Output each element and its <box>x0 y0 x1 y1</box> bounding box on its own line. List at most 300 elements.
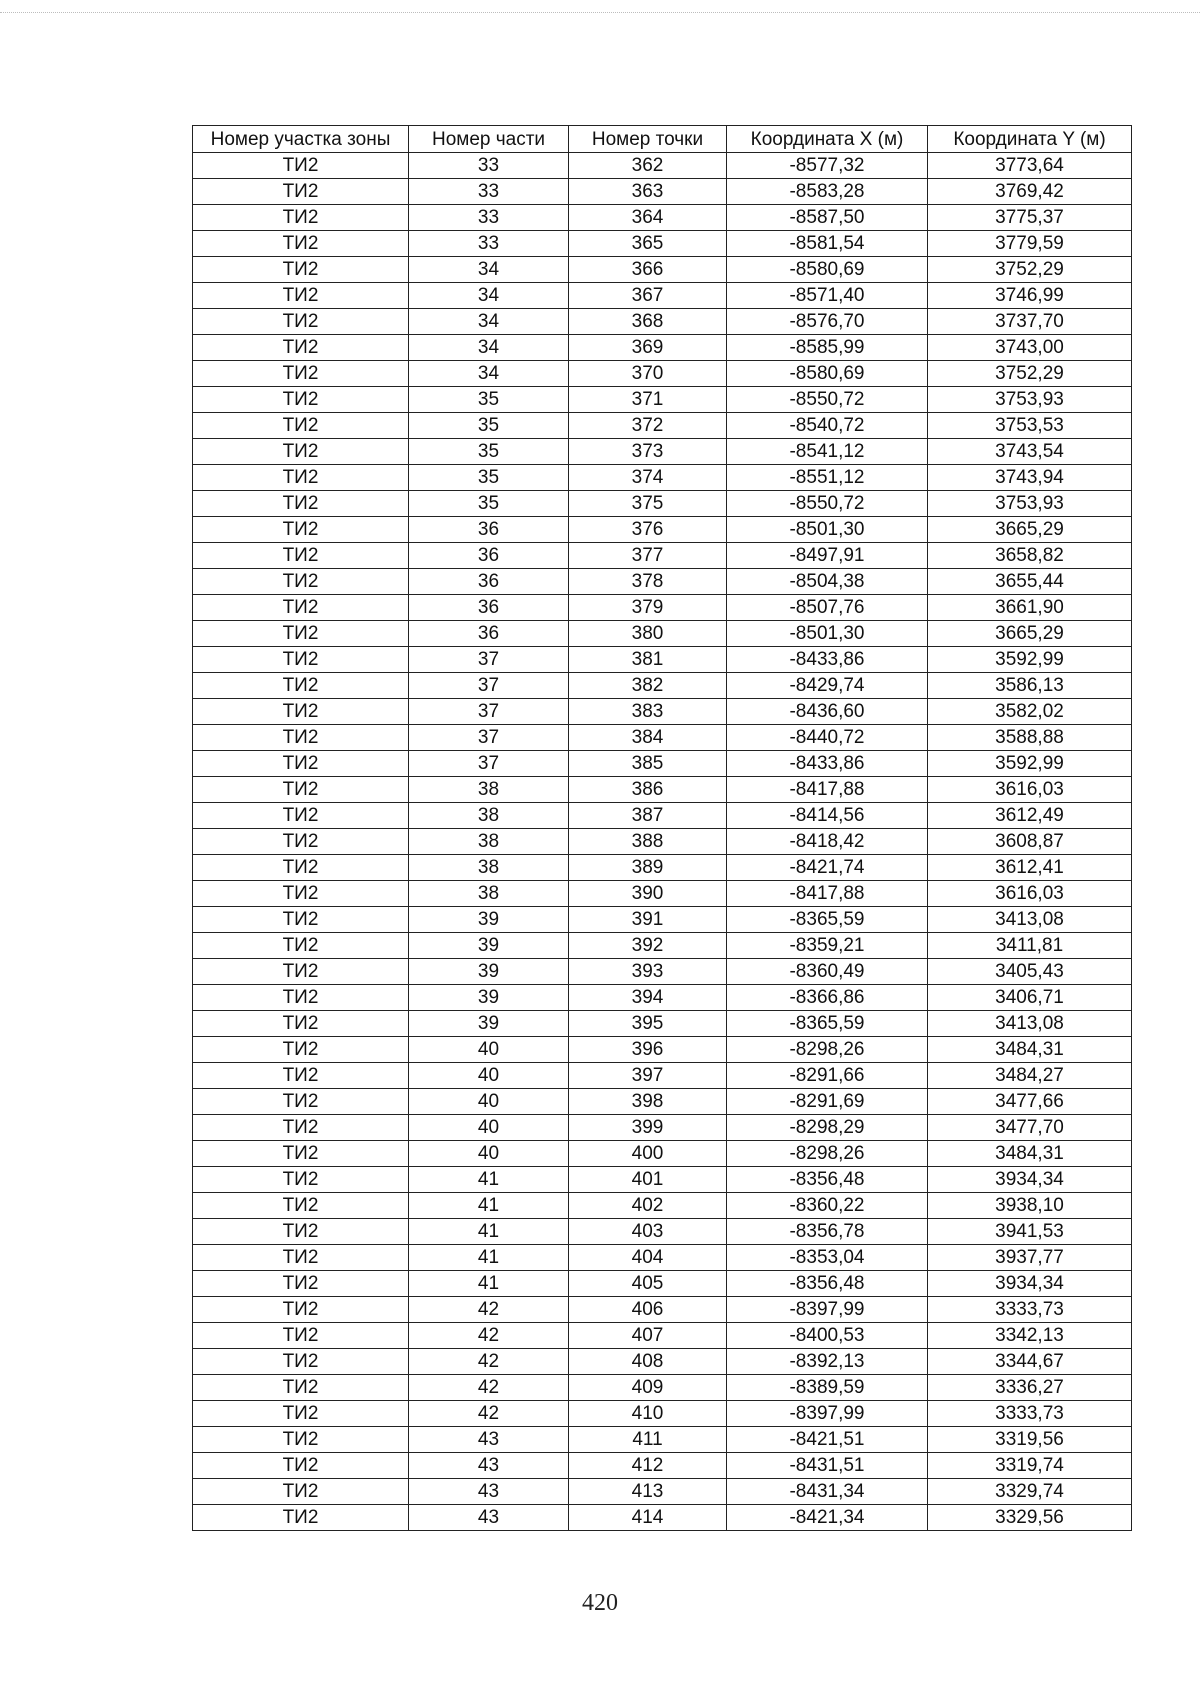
cell-point-number: 386 <box>569 777 727 803</box>
cell-coordinate-x: -8581,54 <box>727 231 928 257</box>
table-row <box>193 205 1132 231</box>
cell-zone-section: ТИ2 <box>193 1089 409 1115</box>
table-row <box>193 1115 1132 1141</box>
cell-part-number: 43 <box>409 1453 569 1479</box>
cell-coordinate-y: 3344,67 <box>928 1349 1132 1375</box>
cell-coordinate-y: 3941,53 <box>928 1219 1132 1245</box>
cell-coordinate-y: 3477,66 <box>928 1089 1132 1115</box>
cell-coordinate-x: -8431,51 <box>727 1453 928 1479</box>
cell-part-number: 36 <box>409 543 569 569</box>
cell-part-number: 40 <box>409 1115 569 1141</box>
cell-part-number: 37 <box>409 751 569 777</box>
cell-coordinate-x: -8356,48 <box>727 1271 928 1297</box>
table-row <box>193 1427 1132 1453</box>
cell-part-number: 33 <box>409 231 569 257</box>
cell-point-number: 383 <box>569 699 727 725</box>
cell-coordinate-y: 3938,10 <box>928 1193 1132 1219</box>
coordinates-table <box>192 125 1132 1531</box>
table-row <box>193 283 1132 309</box>
cell-coordinate-x: -8400,53 <box>727 1323 928 1349</box>
table-row <box>193 933 1132 959</box>
cell-zone-section: ТИ2 <box>193 1349 409 1375</box>
cell-coordinate-y: 3608,87 <box>928 829 1132 855</box>
table-row <box>193 1453 1132 1479</box>
cell-part-number: 36 <box>409 621 569 647</box>
cell-coordinate-x: -8389,59 <box>727 1375 928 1401</box>
cell-coordinate-x: -8417,88 <box>727 881 928 907</box>
cell-point-number: 377 <box>569 543 727 569</box>
cell-point-number: 406 <box>569 1297 727 1323</box>
cell-coordinate-x: -8356,78 <box>727 1219 928 1245</box>
cell-zone-section: ТИ2 <box>193 335 409 361</box>
cell-point-number: 394 <box>569 985 727 1011</box>
cell-point-number: 382 <box>569 673 727 699</box>
cell-part-number: 42 <box>409 1375 569 1401</box>
cell-coordinate-y: 3753,93 <box>928 491 1132 517</box>
cell-part-number: 34 <box>409 335 569 361</box>
cell-coordinate-y: 3336,27 <box>928 1375 1132 1401</box>
cell-coordinate-x: -8433,86 <box>727 647 928 673</box>
cell-coordinate-y: 3406,71 <box>928 985 1132 1011</box>
cell-zone-section: ТИ2 <box>193 257 409 283</box>
cell-coordinate-y: 3753,53 <box>928 413 1132 439</box>
cell-zone-section: ТИ2 <box>193 1115 409 1141</box>
cell-coordinate-x: -8365,59 <box>727 907 928 933</box>
cell-part-number: 34 <box>409 283 569 309</box>
cell-coordinate-y: 3342,13 <box>928 1323 1132 1349</box>
table-row <box>193 1297 1132 1323</box>
cell-coordinate-y: 3612,49 <box>928 803 1132 829</box>
cell-zone-section: ТИ2 <box>193 387 409 413</box>
cell-point-number: 364 <box>569 205 727 231</box>
cell-coordinate-x: -8431,34 <box>727 1479 928 1505</box>
table-row <box>193 985 1132 1011</box>
cell-part-number: 35 <box>409 491 569 517</box>
cell-part-number: 41 <box>409 1245 569 1271</box>
cell-part-number: 39 <box>409 907 569 933</box>
cell-point-number: 390 <box>569 881 727 907</box>
cell-zone-section: ТИ2 <box>193 1323 409 1349</box>
cell-zone-section: ТИ2 <box>193 205 409 231</box>
cell-coordinate-y: 3592,99 <box>928 647 1132 673</box>
cell-part-number: 37 <box>409 725 569 751</box>
cell-coordinate-x: -8360,49 <box>727 959 928 985</box>
cell-zone-section: ТИ2 <box>193 1245 409 1271</box>
page-number: 420 <box>582 1590 618 1616</box>
cell-point-number: 408 <box>569 1349 727 1375</box>
cell-point-number: 362 <box>569 153 727 179</box>
table-row <box>193 673 1132 699</box>
cell-zone-section: ТИ2 <box>193 1011 409 1037</box>
cell-coordinate-y: 3752,29 <box>928 257 1132 283</box>
cell-part-number: 35 <box>409 465 569 491</box>
cell-part-number: 38 <box>409 829 569 855</box>
cell-zone-section: ТИ2 <box>193 1141 409 1167</box>
cell-point-number: 392 <box>569 933 727 959</box>
cell-coordinate-y: 3743,94 <box>928 465 1132 491</box>
cell-zone-section: ТИ2 <box>193 647 409 673</box>
table-row <box>193 1245 1132 1271</box>
cell-part-number: 40 <box>409 1089 569 1115</box>
cell-point-number: 411 <box>569 1427 727 1453</box>
table-row <box>193 907 1132 933</box>
table-row <box>193 751 1132 777</box>
cell-coordinate-y: 3616,03 <box>928 881 1132 907</box>
cell-point-number: 409 <box>569 1375 727 1401</box>
cell-zone-section: ТИ2 <box>193 595 409 621</box>
cell-point-number: 403 <box>569 1219 727 1245</box>
cell-point-number: 370 <box>569 361 727 387</box>
cell-coordinate-x: -8298,26 <box>727 1141 928 1167</box>
cell-point-number: 384 <box>569 725 727 751</box>
table-row <box>193 1167 1132 1193</box>
cell-coordinate-y: 3937,77 <box>928 1245 1132 1271</box>
cell-coordinate-x: -8507,76 <box>727 595 928 621</box>
cell-part-number: 36 <box>409 569 569 595</box>
cell-coordinate-x: -8433,86 <box>727 751 928 777</box>
cell-zone-section: ТИ2 <box>193 803 409 829</box>
cell-coordinate-y: 3773,64 <box>928 153 1132 179</box>
cell-zone-section: ТИ2 <box>193 231 409 257</box>
cell-point-number: 402 <box>569 1193 727 1219</box>
cell-part-number: 43 <box>409 1505 569 1531</box>
cell-zone-section: ТИ2 <box>193 1219 409 1245</box>
cell-part-number: 36 <box>409 517 569 543</box>
cell-coordinate-y: 3934,34 <box>928 1271 1132 1297</box>
cell-zone-section: ТИ2 <box>193 1193 409 1219</box>
table-row <box>193 1375 1132 1401</box>
cell-part-number: 38 <box>409 777 569 803</box>
cell-coordinate-x: -8291,66 <box>727 1063 928 1089</box>
cell-coordinate-y: 3592,99 <box>928 751 1132 777</box>
cell-zone-section: ТИ2 <box>193 829 409 855</box>
cell-coordinate-y: 3753,93 <box>928 387 1132 413</box>
cell-point-number: 413 <box>569 1479 727 1505</box>
cell-zone-section: ТИ2 <box>193 1401 409 1427</box>
cell-zone-section: ТИ2 <box>193 491 409 517</box>
table-row <box>193 881 1132 907</box>
table-row <box>193 361 1132 387</box>
cell-zone-section: ТИ2 <box>193 985 409 1011</box>
cell-point-number: 385 <box>569 751 727 777</box>
cell-coordinate-x: -8397,99 <box>727 1297 928 1323</box>
table-row <box>193 517 1132 543</box>
cell-coordinate-y: 3743,54 <box>928 439 1132 465</box>
cell-coordinate-x: -8429,74 <box>727 673 928 699</box>
cell-coordinate-y: 3413,08 <box>928 907 1132 933</box>
cell-coordinate-y: 3329,74 <box>928 1479 1132 1505</box>
cell-part-number: 34 <box>409 257 569 283</box>
cell-coordinate-y: 3746,99 <box>928 283 1132 309</box>
cell-zone-section: ТИ2 <box>193 881 409 907</box>
cell-zone-section: ТИ2 <box>193 751 409 777</box>
cell-coordinate-y: 3582,02 <box>928 699 1132 725</box>
table-header <box>193 126 1132 153</box>
cell-coordinate-y: 3319,56 <box>928 1427 1132 1453</box>
table-row <box>193 647 1132 673</box>
cell-point-number: 395 <box>569 1011 727 1037</box>
cell-part-number: 41 <box>409 1219 569 1245</box>
cell-coordinate-y: 3934,34 <box>928 1167 1132 1193</box>
cell-point-number: 387 <box>569 803 727 829</box>
cell-zone-section: ТИ2 <box>193 1453 409 1479</box>
cell-point-number: 401 <box>569 1167 727 1193</box>
cell-point-number: 400 <box>569 1141 727 1167</box>
cell-coordinate-x: -8576,70 <box>727 309 928 335</box>
cell-point-number: 389 <box>569 855 727 881</box>
cell-coordinate-y: 3484,31 <box>928 1141 1132 1167</box>
cell-point-number: 366 <box>569 257 727 283</box>
cell-point-number: 404 <box>569 1245 727 1271</box>
cell-point-number: 398 <box>569 1089 727 1115</box>
table-row <box>193 1271 1132 1297</box>
cell-zone-section: ТИ2 <box>193 1167 409 1193</box>
cell-zone-section: ТИ2 <box>193 699 409 725</box>
cell-point-number: 372 <box>569 413 727 439</box>
cell-coordinate-y: 3588,88 <box>928 725 1132 751</box>
table-row <box>193 829 1132 855</box>
cell-coordinate-x: -8397,99 <box>727 1401 928 1427</box>
cell-coordinate-x: -8577,32 <box>727 153 928 179</box>
cell-zone-section: ТИ2 <box>193 517 409 543</box>
table-row <box>193 569 1132 595</box>
cell-coordinate-x: -8571,40 <box>727 283 928 309</box>
cell-point-number: 376 <box>569 517 727 543</box>
cell-coordinate-y: 3658,82 <box>928 543 1132 569</box>
cell-coordinate-y: 3413,08 <box>928 1011 1132 1037</box>
cell-coordinate-x: -8414,56 <box>727 803 928 829</box>
cell-part-number: 41 <box>409 1193 569 1219</box>
cell-point-number: 412 <box>569 1453 727 1479</box>
cell-point-number: 414 <box>569 1505 727 1531</box>
cell-point-number: 397 <box>569 1063 727 1089</box>
cell-coordinate-x: -8359,21 <box>727 933 928 959</box>
cell-coordinate-y: 3586,13 <box>928 673 1132 699</box>
cell-coordinate-y: 3612,41 <box>928 855 1132 881</box>
cell-part-number: 37 <box>409 699 569 725</box>
cell-part-number: 34 <box>409 361 569 387</box>
cell-point-number: 399 <box>569 1115 727 1141</box>
cell-point-number: 407 <box>569 1323 727 1349</box>
table-row <box>193 959 1132 985</box>
cell-part-number: 39 <box>409 959 569 985</box>
cell-part-number: 33 <box>409 205 569 231</box>
cell-part-number: 37 <box>409 673 569 699</box>
table-row <box>193 777 1132 803</box>
cell-point-number: 373 <box>569 439 727 465</box>
cell-zone-section: ТИ2 <box>193 179 409 205</box>
table-row <box>193 803 1132 829</box>
cell-part-number: 40 <box>409 1037 569 1063</box>
cell-coordinate-x: -8440,72 <box>727 725 928 751</box>
cell-coordinate-y: 3484,31 <box>928 1037 1132 1063</box>
cell-coordinate-y: 3333,73 <box>928 1297 1132 1323</box>
header-coordinate-y: Координата Y (м) <box>928 126 1132 153</box>
table-row <box>193 1505 1132 1531</box>
cell-coordinate-x: -8298,29 <box>727 1115 928 1141</box>
cell-coordinate-x: -8587,50 <box>727 205 928 231</box>
table-row <box>193 1349 1132 1375</box>
cell-part-number: 35 <box>409 413 569 439</box>
cell-zone-section: ТИ2 <box>193 569 409 595</box>
cell-zone-section: ТИ2 <box>193 465 409 491</box>
cell-part-number: 42 <box>409 1323 569 1349</box>
cell-point-number: 393 <box>569 959 727 985</box>
cell-coordinate-y: 3411,81 <box>928 933 1132 959</box>
cell-point-number: 368 <box>569 309 727 335</box>
table-row <box>193 699 1132 725</box>
cell-part-number: 38 <box>409 855 569 881</box>
cell-coordinate-x: -8497,91 <box>727 543 928 569</box>
cell-coordinate-x: -8356,48 <box>727 1167 928 1193</box>
table-row <box>193 413 1132 439</box>
cell-coordinate-x: -8417,88 <box>727 777 928 803</box>
cell-part-number: 36 <box>409 595 569 621</box>
cell-part-number: 38 <box>409 803 569 829</box>
cell-part-number: 35 <box>409 387 569 413</box>
cell-zone-section: ТИ2 <box>193 855 409 881</box>
cell-coordinate-y: 3661,90 <box>928 595 1132 621</box>
cell-zone-section: ТИ2 <box>193 621 409 647</box>
cell-coordinate-x: -8365,59 <box>727 1011 928 1037</box>
cell-coordinate-x: -8540,72 <box>727 413 928 439</box>
cell-zone-section: ТИ2 <box>193 283 409 309</box>
cell-zone-section: ТИ2 <box>193 1063 409 1089</box>
table-row <box>193 1323 1132 1349</box>
cell-part-number: 40 <box>409 1141 569 1167</box>
cell-coordinate-y: 3484,27 <box>928 1063 1132 1089</box>
cell-coordinate-x: -8360,22 <box>727 1193 928 1219</box>
table-row <box>193 1141 1132 1167</box>
table-row <box>193 387 1132 413</box>
cell-zone-section: ТИ2 <box>193 1037 409 1063</box>
cell-coordinate-y: 3665,29 <box>928 621 1132 647</box>
cell-coordinate-y: 3333,73 <box>928 1401 1132 1427</box>
cell-point-number: 375 <box>569 491 727 517</box>
cell-part-number: 38 <box>409 881 569 907</box>
table-row <box>193 257 1132 283</box>
cell-coordinate-y: 3752,29 <box>928 361 1132 387</box>
cell-coordinate-x: -8298,26 <box>727 1037 928 1063</box>
cell-point-number: 379 <box>569 595 727 621</box>
cell-point-number: 371 <box>569 387 727 413</box>
cell-point-number: 391 <box>569 907 727 933</box>
table-row <box>193 1479 1132 1505</box>
table-body <box>193 153 1132 1531</box>
cell-part-number: 39 <box>409 1011 569 1037</box>
table-row <box>193 1089 1132 1115</box>
cell-coordinate-y: 3319,74 <box>928 1453 1132 1479</box>
cell-zone-section: ТИ2 <box>193 1375 409 1401</box>
cell-point-number: 367 <box>569 283 727 309</box>
cell-coordinate-y: 3737,70 <box>928 309 1132 335</box>
cell-coordinate-x: -8541,12 <box>727 439 928 465</box>
cell-zone-section: ТИ2 <box>193 439 409 465</box>
table-row <box>193 1063 1132 1089</box>
cell-part-number: 33 <box>409 179 569 205</box>
cell-point-number: 405 <box>569 1271 727 1297</box>
cell-zone-section: ТИ2 <box>193 725 409 751</box>
table-row <box>193 1193 1132 1219</box>
cell-coordinate-y: 3743,00 <box>928 335 1132 361</box>
table-row <box>193 439 1132 465</box>
cell-coordinate-x: -8291,69 <box>727 1089 928 1115</box>
cell-part-number: 41 <box>409 1167 569 1193</box>
table-row <box>193 1037 1132 1063</box>
cell-coordinate-x: -8504,38 <box>727 569 928 595</box>
cell-point-number: 388 <box>569 829 727 855</box>
table-row <box>193 465 1132 491</box>
cell-coordinate-y: 3779,59 <box>928 231 1132 257</box>
cell-coordinate-x: -8392,13 <box>727 1349 928 1375</box>
cell-part-number: 39 <box>409 933 569 959</box>
cell-zone-section: ТИ2 <box>193 907 409 933</box>
table-row <box>193 1219 1132 1245</box>
cell-coordinate-x: -8421,34 <box>727 1505 928 1531</box>
cell-coordinate-x: -8580,69 <box>727 257 928 283</box>
cell-point-number: 380 <box>569 621 727 647</box>
cell-coordinate-y: 3775,37 <box>928 205 1132 231</box>
cell-point-number: 363 <box>569 179 727 205</box>
cell-zone-section: ТИ2 <box>193 673 409 699</box>
cell-zone-section: ТИ2 <box>193 933 409 959</box>
table-row <box>193 231 1132 257</box>
cell-zone-section: ТИ2 <box>193 1297 409 1323</box>
table-row <box>193 855 1132 881</box>
cell-coordinate-x: -8501,30 <box>727 517 928 543</box>
cell-part-number: 43 <box>409 1479 569 1505</box>
table-row <box>193 595 1132 621</box>
cell-coordinate-y: 3665,29 <box>928 517 1132 543</box>
cell-zone-section: ТИ2 <box>193 777 409 803</box>
cell-coordinate-y: 3769,42 <box>928 179 1132 205</box>
cell-coordinate-x: -8353,04 <box>727 1245 928 1271</box>
header-zone-section: Номер участка зоны <box>193 126 409 153</box>
cell-coordinate-x: -8550,72 <box>727 491 928 517</box>
cell-zone-section: ТИ2 <box>193 1427 409 1453</box>
cell-coordinate-y: 3329,56 <box>928 1505 1132 1531</box>
cell-coordinate-x: -8501,30 <box>727 621 928 647</box>
cell-part-number: 42 <box>409 1349 569 1375</box>
cell-coordinate-y: 3616,03 <box>928 777 1132 803</box>
cell-coordinate-y: 3405,43 <box>928 959 1132 985</box>
cell-coordinate-x: -8366,86 <box>727 985 928 1011</box>
cell-coordinate-x: -8418,42 <box>727 829 928 855</box>
cell-zone-section: ТИ2 <box>193 1271 409 1297</box>
header-row <box>193 126 1132 153</box>
table-row <box>193 179 1132 205</box>
cell-coordinate-x: -8583,28 <box>727 179 928 205</box>
cell-coordinate-x: -8585,99 <box>727 335 928 361</box>
cell-zone-section: ТИ2 <box>193 543 409 569</box>
cell-part-number: 34 <box>409 309 569 335</box>
cell-part-number: 33 <box>409 153 569 179</box>
cell-part-number: 43 <box>409 1427 569 1453</box>
cell-part-number: 42 <box>409 1297 569 1323</box>
cell-part-number: 40 <box>409 1063 569 1089</box>
table-row <box>193 621 1132 647</box>
cell-point-number: 374 <box>569 465 727 491</box>
table-row <box>193 153 1132 179</box>
cell-point-number: 410 <box>569 1401 727 1427</box>
cell-part-number: 41 <box>409 1271 569 1297</box>
cell-coordinate-x: -8550,72 <box>727 387 928 413</box>
cell-part-number: 42 <box>409 1401 569 1427</box>
cell-coordinate-x: -8436,60 <box>727 699 928 725</box>
cell-part-number: 37 <box>409 647 569 673</box>
cell-point-number: 381 <box>569 647 727 673</box>
header-coordinate-x: Координата X (м) <box>727 126 928 153</box>
